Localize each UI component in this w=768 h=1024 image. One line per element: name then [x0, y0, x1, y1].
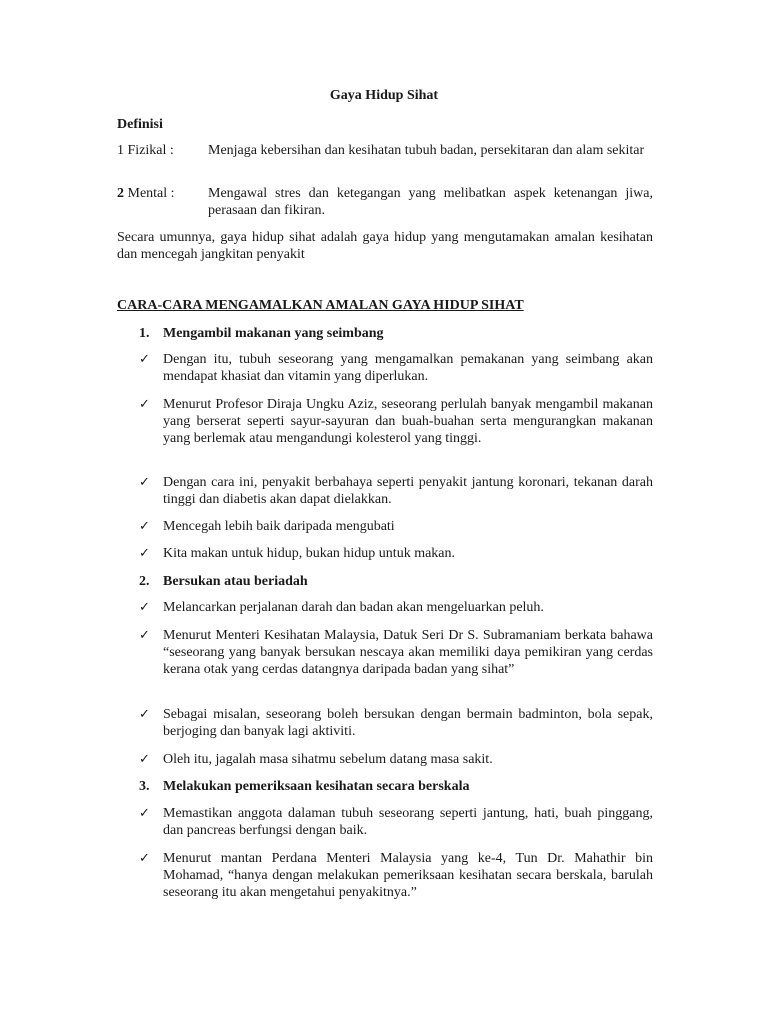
checkmark-icon: ✓: [139, 806, 150, 821]
checkmark-icon: ✓: [139, 519, 150, 534]
definition-text: Mengawal stres dan ketegangan yang melibatkan aspek ketenangan jiwa, perasaan dan fikiran.: [208, 186, 653, 218]
definition-term: Fizikal :: [124, 143, 174, 158]
section-title: [139, 573, 308, 590]
section-number: 2.: [139, 574, 150, 589]
definition-term: Mental :: [124, 186, 175, 201]
list-item-text: Mencegah lebih baik daripada mengubati: [163, 519, 395, 534]
section-heading: CARA-CARA MENGAMALKAN AMALAN GAYA HIDUP SIHAT: [117, 298, 524, 313]
list-item-text: Melancarkan perjalanan darah dan badan akan mengeluarkan peluh.: [163, 600, 544, 615]
checkmark-icon: ✓: [139, 600, 150, 615]
definition-number: 2: [117, 186, 124, 201]
section-number: 1.: [139, 326, 150, 341]
checkmark-icon: ✓: [139, 397, 150, 412]
list-item-text: Oleh itu, jagalah masa sihatmu sebelum datang masa sakit.: [163, 752, 493, 767]
checkmark-icon: ✓: [139, 851, 150, 866]
checkmark-icon: ✓: [139, 628, 150, 643]
list-item-text: Sebagai misalan, seseorang boleh bersukan dengan bermain badminton, bola sepak, berjoging dan banyak lagi aktiviti.: [163, 707, 653, 739]
summary-paragraph: Secara umunnya, gaya hidup sihat adalah gaya hidup yang mengutamakan amalan kesihatan dan mencegah jangkitan penyakit: [117, 230, 653, 262]
section-number: 3.: [139, 779, 150, 794]
list-item-text: Dengan itu, tubuh seseorang yang mengamalkan pemakanan yang seimbang akan mendapat khasiat dan vitamin yang diperlukan.: [163, 352, 653, 384]
definition-label: [117, 185, 175, 202]
definition-number: 1: [117, 143, 124, 158]
definition-label: [117, 142, 174, 159]
section-title: [139, 325, 384, 342]
list-item-text: Menurut mantan Perdana Menteri Malaysia yang ke-4, Tun Dr. Mahathir bin Mohamad, “hanya dengan melakukan pemeriksaan kesihatan secara berskala, barulah seseorang itu akan mengetahui penyakitnya.”: [163, 851, 653, 900]
section-title-text: Bersukan atau beriadah: [163, 574, 308, 589]
list-item-text: Menurut Profesor Diraja Ungku Aziz, seseorang perlulah banyak mengambil makanan yang berserat seperti sayur-sayuran dan buah-buahan serta mengurangkan makanan yang berlemak atau mengandungi kolesterol yang tinggi.: [163, 397, 653, 446]
list-item-text: Kita makan untuk hidup, bukan hidup untuk makan.: [163, 546, 456, 561]
checkmark-icon: ✓: [139, 707, 150, 722]
checkmark-icon: ✓: [139, 352, 150, 367]
definition-text: Menjaga kebersihan dan kesihatan tubuh badan, persekitaran dan alam sekitar: [208, 143, 645, 158]
checkmark-icon: ✓: [139, 475, 150, 490]
section-title: [139, 778, 469, 795]
document-title: Gaya Hidup Sihat: [329, 88, 439, 103]
section-title-text: Melakukan pemeriksaan kesihatan secara berskala: [163, 779, 470, 794]
checkmark-icon: ✓: [139, 752, 150, 767]
list-item-text: Menurut Menteri Kesihatan Malaysia, Datuk Seri Dr S. Subramaniam berkata bahawa “seseorang yang banyak bersukan nescaya akan memiliki daya pemikiran yang cerdas kerana otak yang cerdas datangnya daripada badan yang sihat”: [163, 628, 653, 677]
list-item-text: Memastikan anggota dalaman tubuh seseorang seperti jantung, hati, buah pinggang, dan pancreas berfungsi dengan baik.: [163, 806, 653, 838]
list-item-text: Dengan cara ini, penyakit berbahaya seperti penyakit jantung koronari, tekanan darah tinggi dan diabetis akan dapat dielakkan.: [163, 475, 653, 507]
checkmark-icon: ✓: [139, 546, 150, 561]
section-title-text: Mengambil makanan yang seimbang: [163, 326, 384, 341]
definisi-label: Definisi: [117, 117, 163, 132]
